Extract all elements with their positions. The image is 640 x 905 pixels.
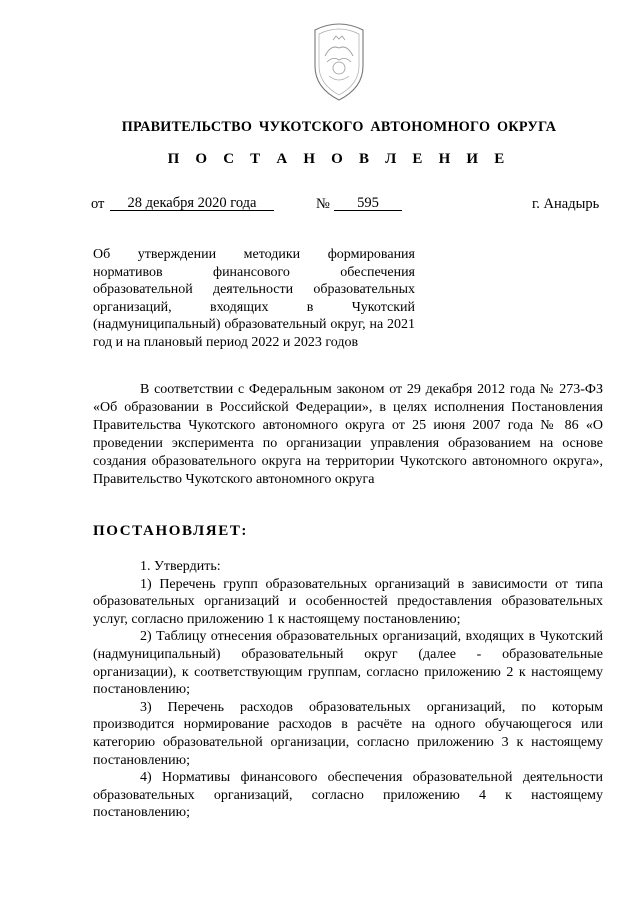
decree-heading: ПОСТАНОВЛЯЕТ:	[93, 523, 249, 539]
item-2: 2) Таблицу отнесения образовательных организаций, входящих в Чукотский (надмуниципальный) образовательный округ (далее - образовательные организации), к соответствующим группам, согласно приложению 2 к настоящему постановлению;	[93, 629, 603, 698]
coat-of-arms-emblem	[309, 16, 369, 104]
number-prefix: №	[316, 196, 330, 212]
resolution-items	[93, 558, 603, 822]
item-4: 4) Нормативы финансового обеспечения образовательной деятельности образовательных организаций, согласно приложению 4 к настоящему постановлению;	[93, 770, 603, 821]
document-number: 595	[334, 196, 402, 211]
document-date: 28 декабря 2020 года	[110, 196, 274, 211]
government-title: ПРАВИТЕЛЬСТВО ЧУКОТСКОГО АВТОНОМНОГО ОКРУГА	[121, 119, 557, 135]
document-city: г. Анадырь	[532, 196, 600, 212]
date-prefix: от	[91, 196, 105, 212]
item-approve: 1. Утвердить:	[140, 559, 221, 574]
document-subject: Об утверждении методики формирования нормативов финансового обеспечения образовательной деятельности образовательных организаций, входящих в Чукотский (надмуниципальный) образовательный округ, на 2021 год и на плановый период 2022 и 2023 годов	[93, 247, 415, 350]
document-type-heading: П О С Т А Н О В Л Е Н И Е	[167, 151, 511, 167]
preamble-paragraph: В соответствии с Федеральным законом от 29 декабря 2012 года № 273-ФЗ «Об образовании в Российской Федерации», в целях исполнения Постановления Правительства Чукотского автономного округа от 25 июня 2007 года № 86 «О проведении эксперимента по организации управления образованием на основе создания образовательного округа на территории Чукотского автономного округа», Правительство Чукотского автономного округа	[93, 382, 603, 487]
item-1: 1) Перечень групп образовательных организаций в зависимости от типа образовательных организаций и особенностей предоставления образовательных услуг, согласно приложению 1 к настоящему постановлению;	[93, 576, 603, 627]
item-3: 3) Перечень расходов образовательных организаций, по которым производится нормирование расходов в расчёте на одного обучающегося или категорию образовательной организации, согласно приложению 3 к настоящему постановлению;	[93, 699, 603, 768]
